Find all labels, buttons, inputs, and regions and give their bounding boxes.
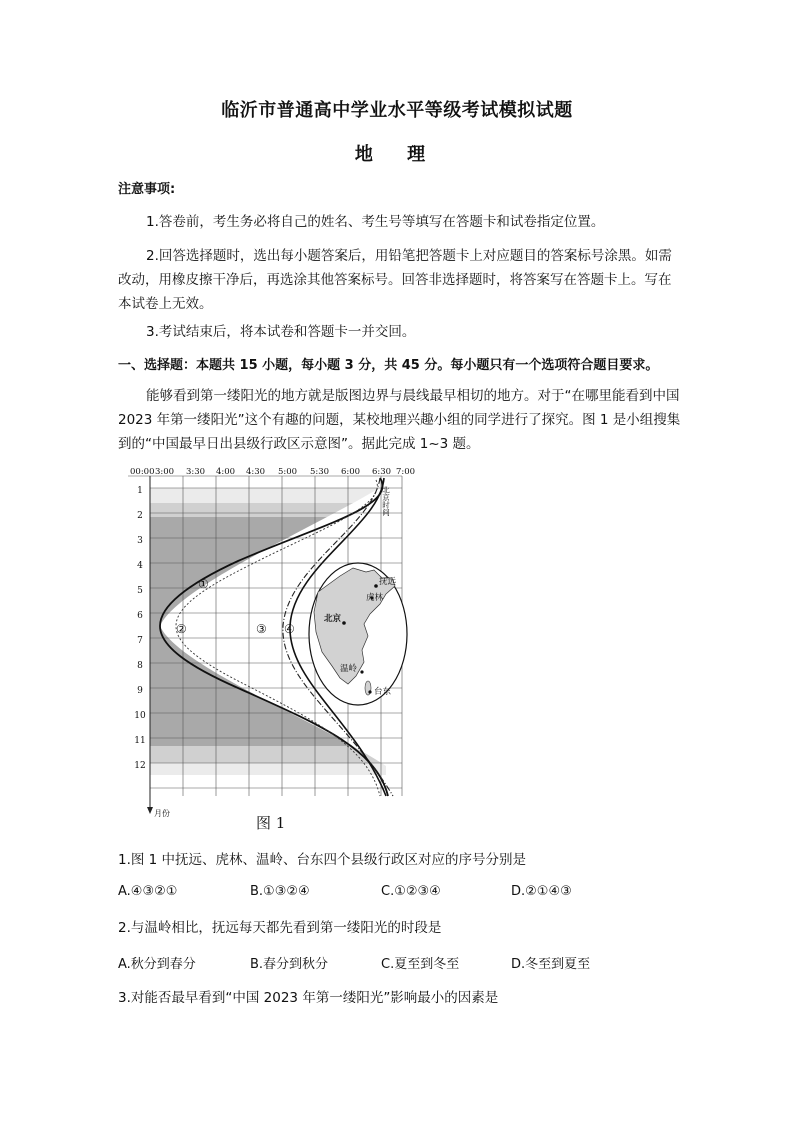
- time-tick: 4:30: [246, 467, 266, 477]
- question-2-stem: 2.与温岭相比，抚远每天都先看到第一缕阳光的时段是: [118, 920, 442, 936]
- time-tick: 6:00: [341, 467, 361, 477]
- shade-band-light-top: [150, 488, 386, 503]
- map-label-fuyuan: 抚远: [379, 577, 397, 587]
- month-tick: 9: [137, 686, 143, 696]
- month-tick: 1: [137, 486, 143, 496]
- map-label-taidong: 台东: [374, 687, 392, 697]
- month-tick: 8: [137, 661, 143, 671]
- marker-wenling: [360, 670, 363, 673]
- question-1-options: [118, 884, 684, 904]
- option-a[interactable]: A.④③②①: [118, 884, 178, 899]
- shade-band-light-bottom: [150, 763, 386, 775]
- time-tick: 3:00: [155, 467, 175, 477]
- month-tick: 10: [134, 711, 146, 721]
- time-tick: 5:30: [310, 467, 330, 477]
- section-heading: 一、选择题：本题共 15 小题，每小题 3 分，共 45 分。每小题只有一个选项符合题目要求。: [118, 358, 659, 373]
- figure-1: [118, 466, 418, 832]
- notice-item-2: 2.回答选择题时，选出每小题答案后，用铅笔把答题卡上对应题目的答案标号涂黑。如需改动，用橡皮擦干净后，再选涂其他答案标号。回答非选择题时，将答案写在答题卡上。写在本试卷上无效。: [118, 248, 672, 312]
- option-d[interactable]: D.②①④③: [511, 884, 572, 899]
- marker-beijing: [342, 621, 346, 625]
- month-tick: 5: [137, 586, 143, 596]
- option-c[interactable]: C.夏至到冬至: [381, 957, 460, 972]
- month-tick: 3: [137, 536, 143, 546]
- notice-item-1: 1.答卷前，考生务必将自己的姓名、考生号等填写在答题卡和试卷指定位置。: [146, 214, 605, 230]
- time-tick: 6:30: [372, 467, 392, 477]
- figure-caption: 图 1: [256, 814, 286, 832]
- question-2-options: [118, 953, 684, 973]
- notice-heading: 注意事项:: [118, 182, 176, 197]
- map-label-beijing: 北京: [324, 614, 342, 624]
- month-tick: 2: [137, 511, 143, 521]
- option-b[interactable]: B.①③②④: [250, 884, 310, 899]
- option-a[interactable]: A.秋分到春分: [118, 957, 196, 972]
- option-c[interactable]: C.①②③④: [381, 884, 441, 899]
- month-tick: 11: [134, 736, 146, 746]
- time-tick: 4:00: [216, 467, 236, 477]
- y-axis-arrow: [147, 807, 153, 814]
- time-tick: 3:30: [186, 467, 206, 477]
- time-tick: 00:00: [130, 467, 155, 477]
- section-intro: 能够看到第一缕阳光的地方就是版图边界与晨线最早相切的地方。对于“在哪里能看到中国 2023 年第一缕阳光”这个有趣的问题，某校地理兴趣小组的同学进行了探究。图 1 是小组搜集到的“中国最早日出县级行政区示意图”。据此完成 1~3 题。: [118, 388, 681, 452]
- map-label-wenling: 温岭: [340, 664, 358, 674]
- exam-title: 临沂市普通高中学业水平等级考试模拟试题: [221, 100, 573, 121]
- x-axis-label: 北京时间: [381, 486, 391, 516]
- marker-fuyuan: [374, 584, 378, 588]
- month-tick: 4: [137, 561, 143, 571]
- notice-item-3: 3.考试结束后，将本试卷和答题卡一并交回。: [146, 324, 416, 340]
- subject-title: 地 理: [354, 144, 440, 165]
- option-b[interactable]: B.春分到秋分: [250, 957, 329, 972]
- time-tick-labels: [130, 467, 415, 477]
- question-3-stem: 3.对能否最早看到“中国 2023 年第一缕阳光”影响最小的因素是: [118, 990, 499, 1006]
- marker-taidong: [368, 690, 371, 693]
- inset-map: [309, 563, 407, 705]
- question-1-stem: 1.图 1 中抚远、虎林、温岭、台东四个县级行政区对应的序号分别是: [118, 852, 527, 868]
- curve-label: ①: [198, 577, 209, 591]
- month-tick-labels: [134, 486, 146, 771]
- curve-label: ③: [256, 622, 267, 636]
- y-axis-label: 月份: [154, 809, 170, 818]
- time-tick: 7:00: [396, 467, 416, 477]
- sunrise-diagram: [118, 466, 418, 832]
- month-tick: 7: [137, 636, 143, 646]
- curve-label: ④: [284, 622, 295, 636]
- curve-label: ②: [176, 622, 187, 636]
- month-tick: 12: [134, 761, 146, 771]
- option-d[interactable]: D.冬至到夏至: [511, 957, 591, 972]
- time-tick: 5:00: [278, 467, 298, 477]
- month-tick: 6: [137, 611, 143, 621]
- map-label-hulin: 虎林: [366, 593, 384, 603]
